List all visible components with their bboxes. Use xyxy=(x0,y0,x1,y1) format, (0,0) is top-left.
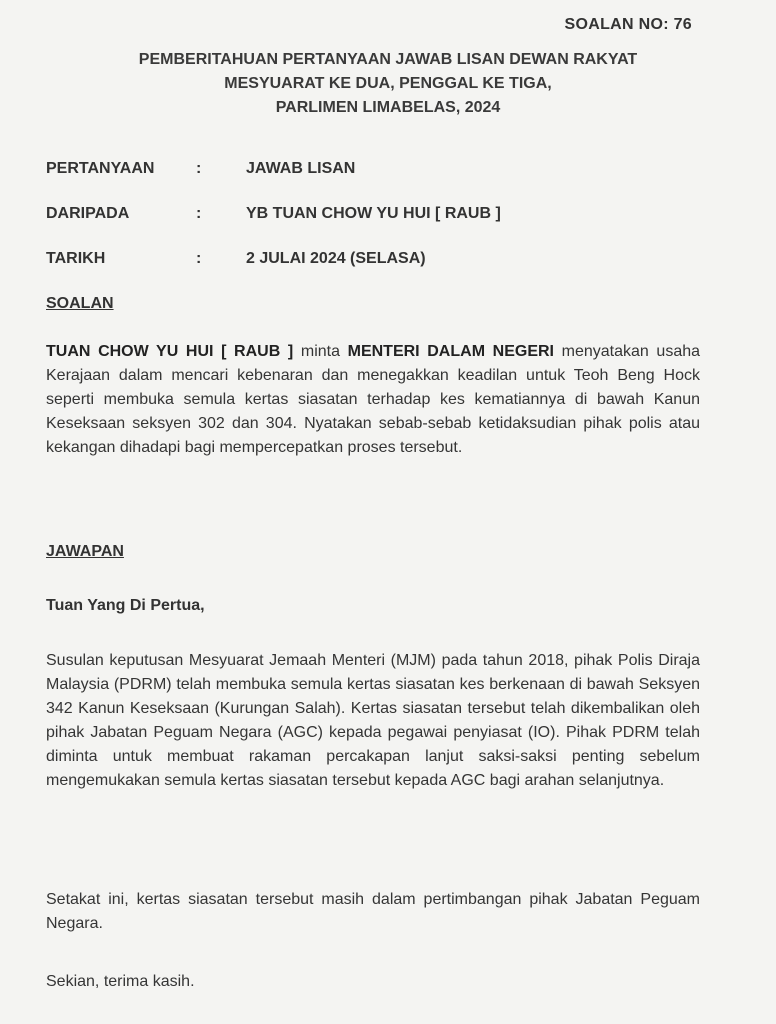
soalan-paragraph xyxy=(46,340,700,460)
meta-label: PERTANYAAN xyxy=(46,160,155,177)
question-number: SOALAN NO: 76 xyxy=(564,16,692,33)
header-line-2: MESYUARAT KE DUA, PENGGAL KE TIGA, xyxy=(224,75,552,92)
soalan-minister: MENTERI DALAM NEGERI xyxy=(347,343,554,360)
document-header xyxy=(0,48,776,120)
salutation: Tuan Yang Di Pertua, xyxy=(46,597,205,614)
meta-value: YB TUAN CHOW YU HUI [ RAUB ] xyxy=(246,205,501,222)
meta-label: DARIPADA xyxy=(46,205,130,222)
soalan-connector: minta xyxy=(293,343,348,360)
meta-value: 2 JULAI 2024 (SELASA) xyxy=(246,250,426,267)
meta-colon: : xyxy=(196,160,202,177)
header-line-3: PARLIMEN LIMABELAS, 2024 xyxy=(275,99,501,116)
jawapan-paragraph-2: Setakat ini, kertas siasatan tersebut masih dalam pertimbangan pihak Jabatan Peguam Negara. xyxy=(46,891,700,932)
meta-label: TARIKH xyxy=(46,250,106,267)
soalan-asker: TUAN CHOW YU HUI [ RAUB ] xyxy=(46,343,294,360)
meta-colon: : xyxy=(196,205,202,222)
meta-value: JAWAB LISAN xyxy=(246,160,356,177)
jawapan-section-title: JAWAPAN xyxy=(46,543,124,560)
header-line-1: PEMBERITAHUAN PERTANYAAN JAWAB LISAN DEWAN RAKYAT xyxy=(138,51,638,68)
jawapan-paragraph-1: Susulan keputusan Mesyuarat Jemaah Menteri (MJM) pada tahun 2018, pihak Polis Diraja Malaysia (PDRM) telah membuka semula kertas siasatan kes berkenaan di bawah Seksyen 342 Kanun Keseksaan (Kurungan Salah). Kertas siasatan tersebut telah dikembalikan oleh pihak Jabatan Peguam Negara (AGC) kepada pegawai penyiasat (IO). Pihak PDRM telah diminta untuk membuat rakaman percakapan lanjut saksi-saksi penting sebelum mengemukakan semula kertas siasatan tersebut kepada AGC bagi arahan selanjutnya. xyxy=(46,652,700,789)
soalan-body: menyatakan usaha Kerajaan dalam mencari kebenaran dan menegakkan keadilan untuk Teoh Beng Hock seperti membuka semula kertas siasatan terhadap kes kematiannya di bawah Kanun Keseksaan seksyen 302 dan 304. Nyatakan sebab-sebab ketidaksudian pihak polis atau kekangan dihadapi bagi mempercepatkan proses tersebut. xyxy=(46,343,701,456)
soalan-section-title: SOALAN xyxy=(46,295,114,312)
closing-line: Sekian, terima kasih. xyxy=(46,973,195,990)
meta-colon: : xyxy=(196,250,202,267)
